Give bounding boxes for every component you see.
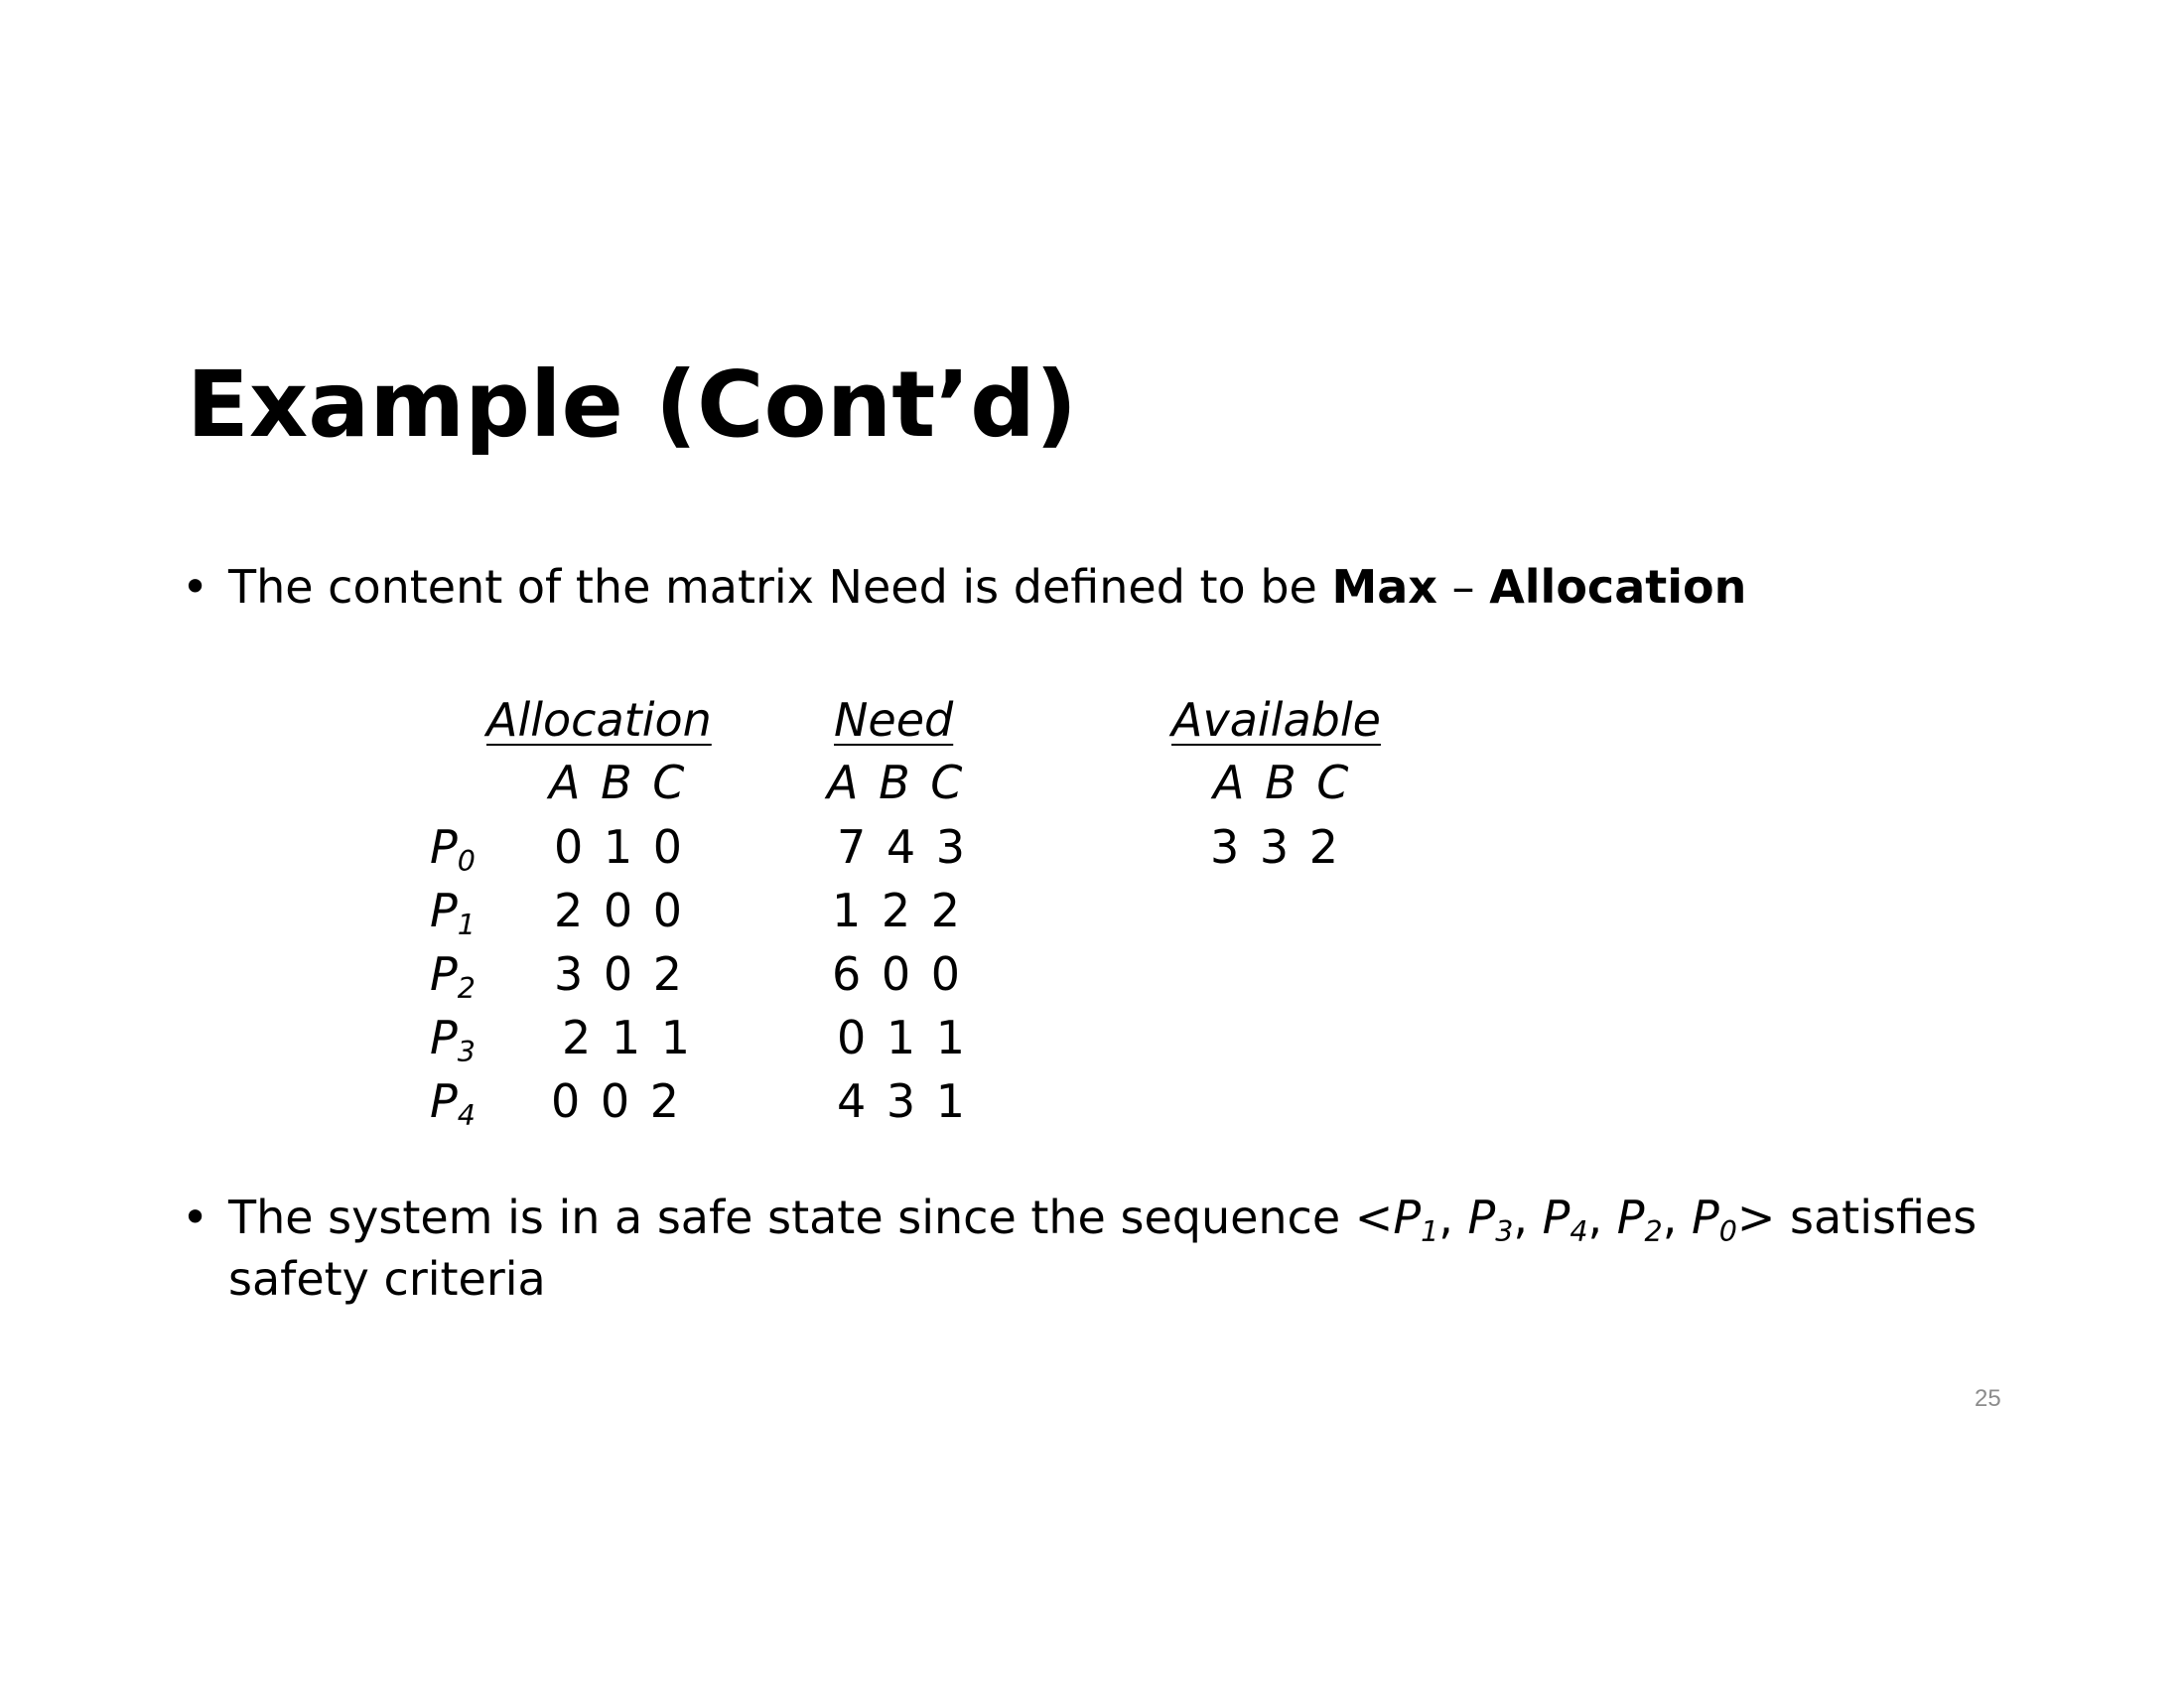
process-label: $P_1$ [430,884,476,941]
bullet-text-prefix: The content of the matrix Need is defined to be [228,560,1332,614]
need-cell: 0 1 1 [837,1011,966,1064]
need-cell: 4 3 1 [837,1074,966,1128]
allocation-term: Allocation [1489,560,1747,614]
allocation-cell: 0 1 0 [554,820,683,874]
process-label: $P_3$ [430,1011,476,1068]
slide-title: Example (Cont’d) [187,352,1078,458]
allocation-cell: 0 0 2 [551,1074,680,1128]
bullet-dot: • [182,1191,209,1244]
bullet-dot: • [182,560,209,614]
allocation-cell: 2 1 1 [562,1011,691,1064]
cols-need: A B C [827,756,963,809]
max-term: Max [1331,560,1437,614]
allocation-cell: 2 0 0 [554,884,683,937]
header-available: Available [1171,693,1381,747]
header-allocation: Allocation [486,693,712,747]
available-cell: 3 3 2 [1210,820,1339,874]
need-cell: 6 0 0 [832,947,961,1001]
bullet-text [228,556,1746,618]
bullet-text-line2: safety criteria [228,1252,546,1306]
bullet-text: The system is in a safe state since the sequence $<P_1$, $P_3$, $P_4$, $P_2$, $P_0>$ satisfies [228,1191,1978,1248]
process-label: $P_0$ [430,820,476,878]
process-label: $P_2$ [430,947,476,1005]
need-cell: 1 2 2 [832,884,961,937]
need-cell: 7 4 3 [837,820,966,874]
header-need: Need [834,693,954,747]
process-label: $P_4$ [430,1074,476,1132]
dash: – [1436,560,1490,614]
allocation-cell: 3 0 2 [554,947,683,1001]
page-number: 25 [1975,1385,2001,1412]
cols-allocation: A B C [549,756,685,809]
cols-available: A B C [1213,756,1349,809]
